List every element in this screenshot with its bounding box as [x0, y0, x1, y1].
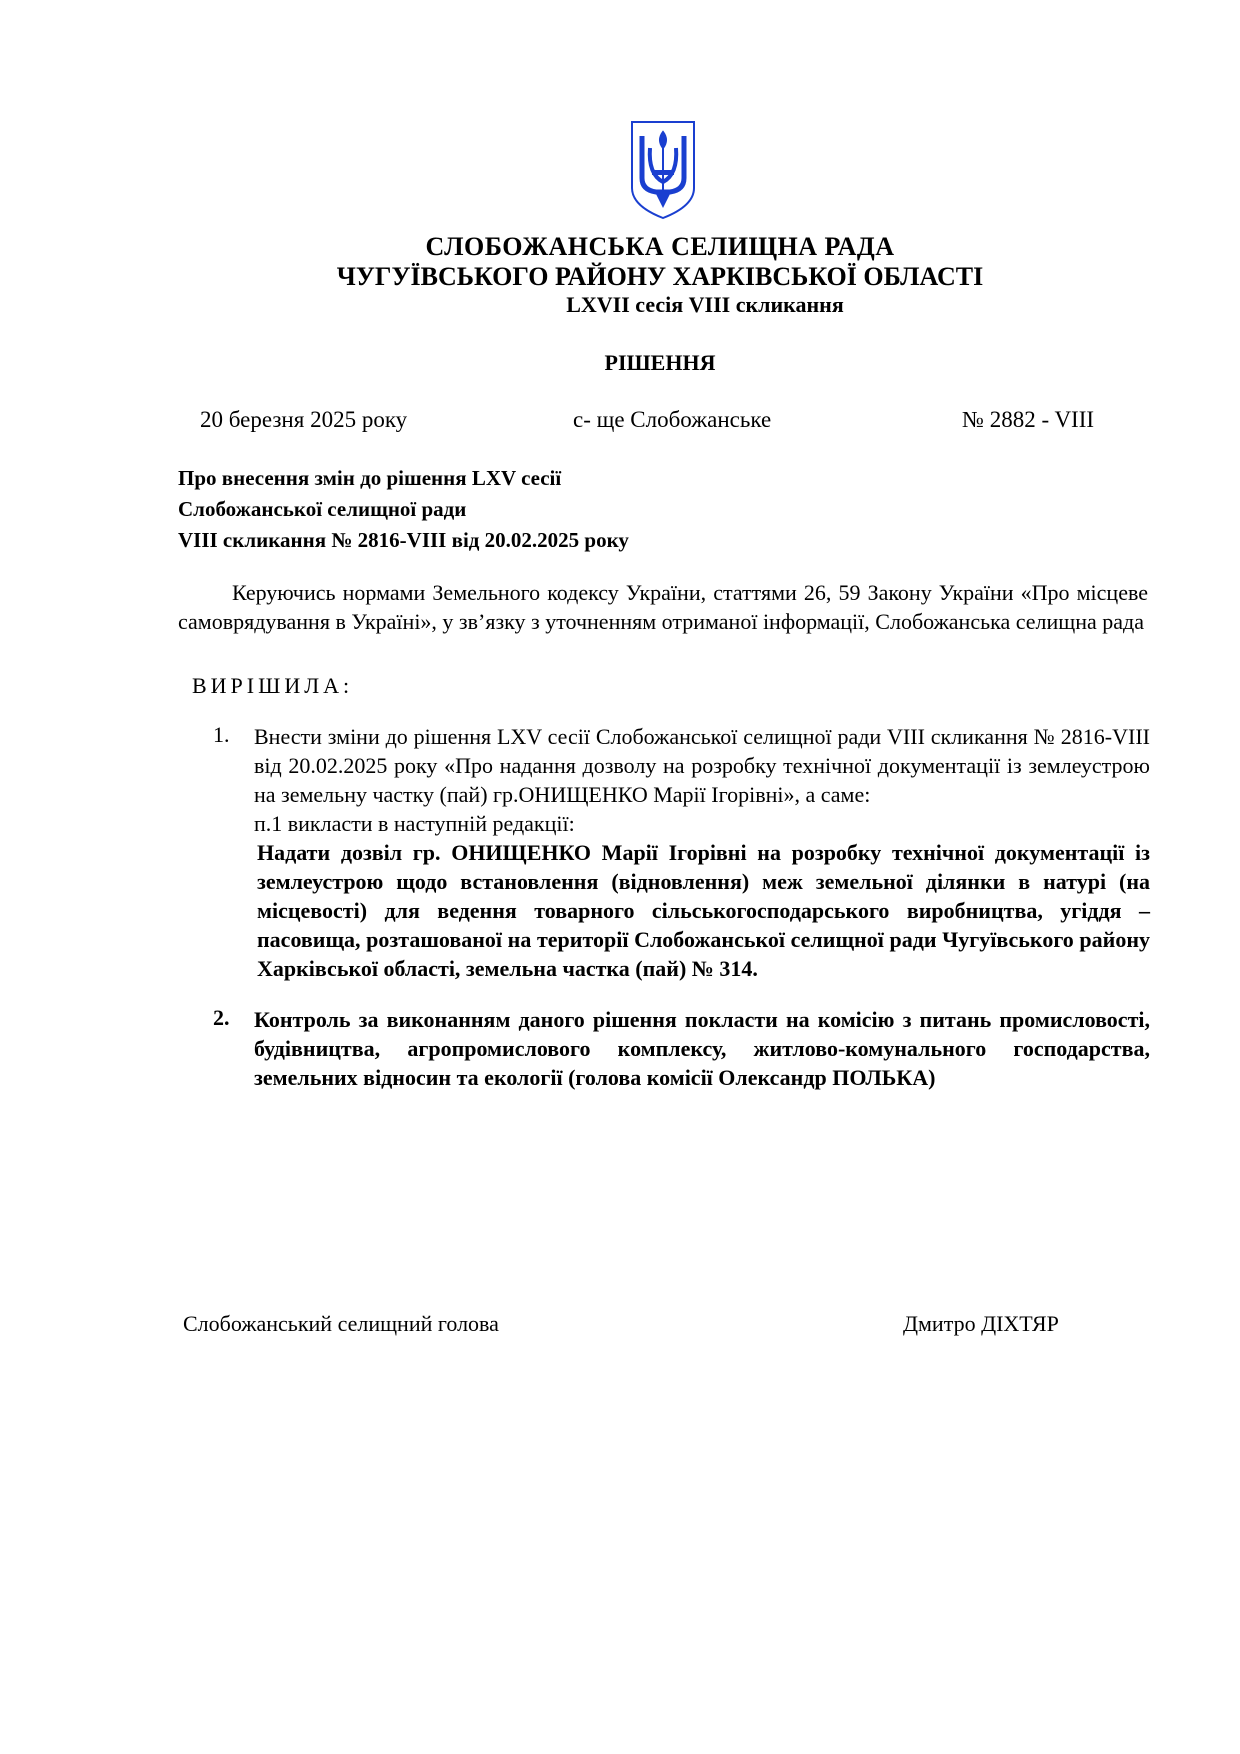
council-name: СЛОБОЖАНСЬКА СЕЛИЩНА РАДА: [425, 232, 895, 261]
trident-icon: [628, 118, 698, 220]
signatory-position: Слобожанський селищний голова: [183, 1311, 499, 1336]
signatory-name: Дмитро ДІХТЯР: [903, 1311, 1059, 1336]
resolved-heading: ВИРІШИЛА:: [192, 673, 354, 698]
decision-place: с- ще Слобожанське: [573, 407, 772, 432]
document-title: РІШЕННЯ: [604, 350, 716, 375]
session-info: LXVІІ сесія VІІІ скликання: [566, 292, 844, 317]
item-subclause: п.1 викласти в наступній редакції:: [254, 811, 575, 836]
list-item: [254, 722, 1150, 983]
subject-line: VIII скликання № 2816-VIII від 20.02.2025 року: [178, 528, 629, 552]
decision-number: № 2882 - VІІІ: [962, 407, 1095, 432]
decision-subject: [178, 463, 629, 556]
subject-line: Про внесення змін до рішення LXV сесії: [178, 466, 562, 490]
district-name: ЧУГУЇВСЬКОГО РАЙОНУ ХАРКІВСЬКОЇ ОБЛАСТІ: [336, 262, 984, 291]
item-new-wording: Надати дозвіл гр. ОНИЩЕНКО Марії Ігорівні на розробку технічної документації із землеустрою щодо встановлення (відновлення) меж земельної ділянки в натурі (на місцевості) для ведення товарного сільськогосподарського виробництва, угіддя – пасовища, розташованої на території Слобожанської селищної ради Чугуївського району Харківської області, земельна частка (пай) № 314.: [257, 840, 1150, 981]
list-item-number: 1.: [213, 722, 230, 747]
preamble-paragraph: Керуючись нормами Земельного кодексу України, статтями 26, 59 Закону України «Про місцеве самоврядування в Україні», у зв’язку з уточненням отриманої інформації, Слобожанська селищна рада: [178, 580, 1148, 634]
list-item: Контроль за виконанням даного рішення покласти на комісію з питань промисловості, будівництва, агропромислового комплексу, житлово-комунального господарства, земельних відносин та екології (голова комісії Олександр ПОЛЬКА): [254, 1007, 1150, 1090]
subject-line: Слобожанської селищної ради: [178, 497, 467, 521]
list-item-number: 2.: [213, 1005, 230, 1030]
item-text: Внести зміни до рішення LXV сесії Слобожанської селищної ради VIII скликання № 2816-VIII від 20.02.2025 року «Про надання дозволу на розробку технічної документації із землеустрою на земельну частку (пай) гр.ОНИЩЕНКО Марії Ігорівні», а саме:: [254, 724, 1150, 807]
decision-date: 20 березня 2025 року: [200, 407, 408, 432]
